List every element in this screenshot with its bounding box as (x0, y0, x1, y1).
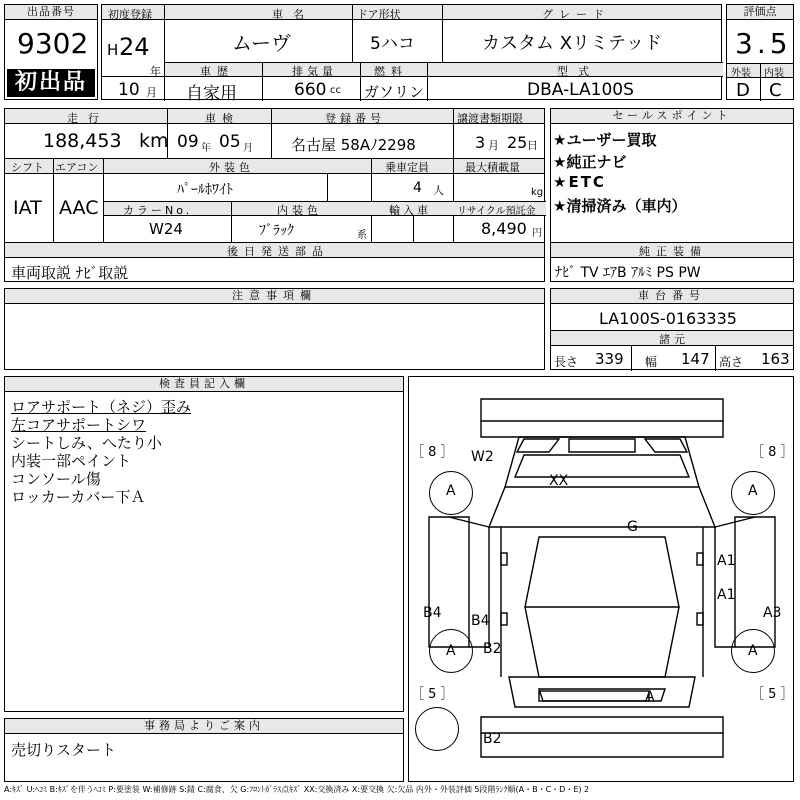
wheel-mark-rr: A (748, 643, 758, 659)
capacity-unit: 人 (433, 184, 444, 197)
exterior-color-value: ﾊﾟｰﾙﾎﾜｲﾄ (177, 182, 233, 198)
damage-g: G (627, 519, 638, 535)
exterior-grade: D (736, 80, 750, 101)
displacement-unit: cc (330, 85, 341, 96)
capacity-label: 乗車定員 (385, 161, 429, 174)
width-label: 幅 (645, 355, 658, 369)
transfer-day-unit: 日 (527, 139, 538, 152)
first-listing-badge: 初出品 (7, 69, 95, 97)
exterior-color-label: 外装色 (209, 161, 254, 174)
tire-tread-fl: ［ 8 ］ (411, 445, 454, 460)
tire-tread-fr: ［ 8 ］ (751, 445, 794, 460)
score-label: 評価点 (727, 5, 793, 20)
lot-number: 9302 (17, 27, 89, 60)
equipment-value: ﾅﾋﾞ TV ｴｱB ｱﾙﾐ PS PW (555, 265, 701, 281)
aircon-value: AAC (59, 197, 99, 219)
interior-color-label: 内装色 (277, 204, 322, 217)
capacity-value: 4 (413, 180, 422, 196)
inspector-line-2: 左コアサポートシワ (11, 416, 147, 434)
damage-b2-lower: B2 (483, 731, 502, 747)
inspection-month-unit: 月 (243, 143, 253, 154)
fuel-value: ガソリン (364, 83, 425, 101)
recycle-value: 8,490 (481, 219, 527, 238)
lot-label: 出品番号 (5, 5, 97, 20)
transfer-month: 3 (475, 133, 486, 152)
inspector-line-1: ロアサポート（ネジ）歪み (11, 398, 192, 416)
interior-label: 内装 (764, 68, 784, 79)
damage-b4-inner: B4 (471, 613, 490, 629)
transfer-day: 25 (507, 133, 528, 152)
interior-color-suffix: 系 (357, 230, 367, 241)
mid-info-block (4, 108, 545, 282)
sales-point-2: ★純正ナビ (553, 153, 627, 171)
history-value: 自家用 (186, 84, 237, 104)
chassis-box (550, 288, 794, 370)
office-label: 事務局よりご案内 (5, 719, 403, 734)
registration-month-unit: 月 (146, 86, 157, 99)
damage-a1-upper: A1 (717, 553, 736, 569)
length-value: 339 (595, 350, 624, 368)
dimensions-label: 諸元 (659, 333, 689, 346)
damage-a-rear: A (645, 689, 655, 705)
sales-point-1: ★ユーザー買取 (553, 131, 657, 149)
recycle-unit: 円 (532, 228, 542, 239)
spare-wheel (415, 707, 459, 751)
mileage-unit: km (139, 130, 169, 152)
aircon-label: エアコン (55, 161, 99, 174)
inspection-year-unit: 年 (201, 143, 211, 154)
office-box (4, 718, 404, 782)
tire-tread-rl: ［ 5 ］ (411, 687, 454, 702)
damage-a3: A3 (763, 605, 782, 621)
later-parts-label: 後日発送部品 (227, 245, 329, 258)
inspection-year: 09 (177, 132, 199, 152)
history-label: 車歴 (200, 65, 234, 78)
door-value: 5ハコ (370, 34, 415, 54)
office-value: 売切りスタート (11, 741, 117, 759)
score-box (726, 4, 794, 100)
wheel-mark-rl: A (446, 643, 456, 659)
max-load-unit: kg (531, 187, 544, 198)
car-diagram (408, 376, 794, 782)
registration-year-unit: 年 (150, 65, 161, 78)
car-outline (409, 377, 795, 783)
transfer-month-unit: 月 (488, 139, 499, 152)
registration-month: 10 (118, 80, 140, 100)
grade-label: グレード (542, 8, 610, 21)
door-label: ドア形状 (357, 8, 401, 21)
plate-value: 名古屋 58Aﾉ2298 (291, 136, 416, 154)
lot-box (4, 4, 98, 100)
shift-value: IAT (13, 197, 42, 219)
tire-tread-rr: ［ 5 ］ (751, 687, 794, 702)
damage-b4-outer: B4 (423, 605, 442, 621)
interior-grade: C (769, 80, 782, 101)
height-label: 高さ (719, 355, 744, 369)
color-no-label: カラーNo. (123, 204, 193, 217)
registration-year: 24 (119, 33, 150, 61)
inspector-line-5: コンソール傷 (11, 470, 101, 488)
damage-w2: W2 (471, 449, 494, 465)
interior-color-value: ﾌﾞﾗｯｸ (259, 223, 294, 239)
registration-era: H (107, 41, 119, 59)
car-name-value: ムーヴ (232, 31, 291, 55)
chassis-label: 車台番号 (551, 289, 793, 304)
displacement-label: 排気量 (292, 65, 337, 78)
sales-point-4: ★清掃済み（車内） (553, 197, 687, 215)
length-label: 長さ (554, 355, 579, 369)
inspector-label: 検査員記入欄 (5, 377, 403, 392)
grade-value: カスタム Xリミテッド (482, 33, 663, 54)
displacement-value: 660 (294, 80, 327, 100)
inspection-label: 車検 (205, 112, 239, 125)
damage-b2-upper: B2 (483, 641, 502, 657)
color-no-value: W24 (149, 220, 183, 238)
mileage-value: 188,453 (43, 130, 122, 152)
damage-xx: XX (549, 473, 569, 489)
recycle-label: リサイクル預託金 (457, 206, 536, 217)
sales-points-label: セールスポイント (551, 109, 793, 124)
import-label: 輸入車 (389, 204, 431, 217)
wheel-mark-fr: A (748, 483, 758, 499)
model-code-value: DBA-LA100S (527, 80, 634, 100)
transfer-deadline-label: 譲渡書類期限 (457, 112, 523, 125)
sales-points-box (550, 108, 794, 282)
damage-a1-lower: A1 (717, 587, 736, 603)
height-value: 163 (761, 350, 790, 368)
fuel-label: 燃料 (374, 65, 408, 78)
later-parts-value: 車両取説 ﾅﾋﾞ取説 (11, 264, 129, 282)
exterior-label: 外装 (731, 68, 751, 79)
inspection-month: 05 (219, 132, 241, 152)
notes-label: 注意事項欄 (5, 289, 544, 304)
inspector-line-4: 内装一部ペイント (11, 452, 132, 470)
plate-label: 登録番号 (325, 112, 385, 125)
vehicle-info-block (101, 4, 722, 104)
wheel-mark-fl: A (446, 483, 456, 499)
width-value: 147 (681, 350, 710, 368)
model-code-label: 型式 (557, 65, 599, 78)
car-name-label: 車名 (272, 8, 314, 21)
score-value: 3.5 (735, 27, 792, 60)
chassis-value: LA100S-0163335 (599, 309, 737, 328)
sales-point-3: ★ETC (553, 173, 606, 191)
max-load-label: 最大積載量 (465, 161, 520, 174)
inspector-box (4, 376, 404, 712)
equipment-label: 純正装備 (639, 245, 707, 258)
mileage-label: 走行 (67, 112, 109, 125)
inspector-line-3: シートしみ、へたり小 (11, 434, 162, 452)
notes-box (4, 288, 545, 370)
registration-label: 初度登録 (108, 8, 152, 21)
inspector-line-6: ロッカーカバー下Ａ (11, 488, 146, 506)
shift-label: シフト (11, 161, 44, 174)
legend-text: A:ｷｽﾞ U:ﾍｺﾐ B:ｷｽﾞを伴うﾍｺﾐ P:要塗装 W:補修跡 S:錆 C:腐食、欠 G:ﾌﾛﾝﾄｶﾞﾗｽ点ｷｽﾞ XX:交換済み X:要交換 欠:欠品 内外・外装評価 5段階ﾗﾝｸ順(A・B・C・D・E) 2 (4, 785, 590, 794)
